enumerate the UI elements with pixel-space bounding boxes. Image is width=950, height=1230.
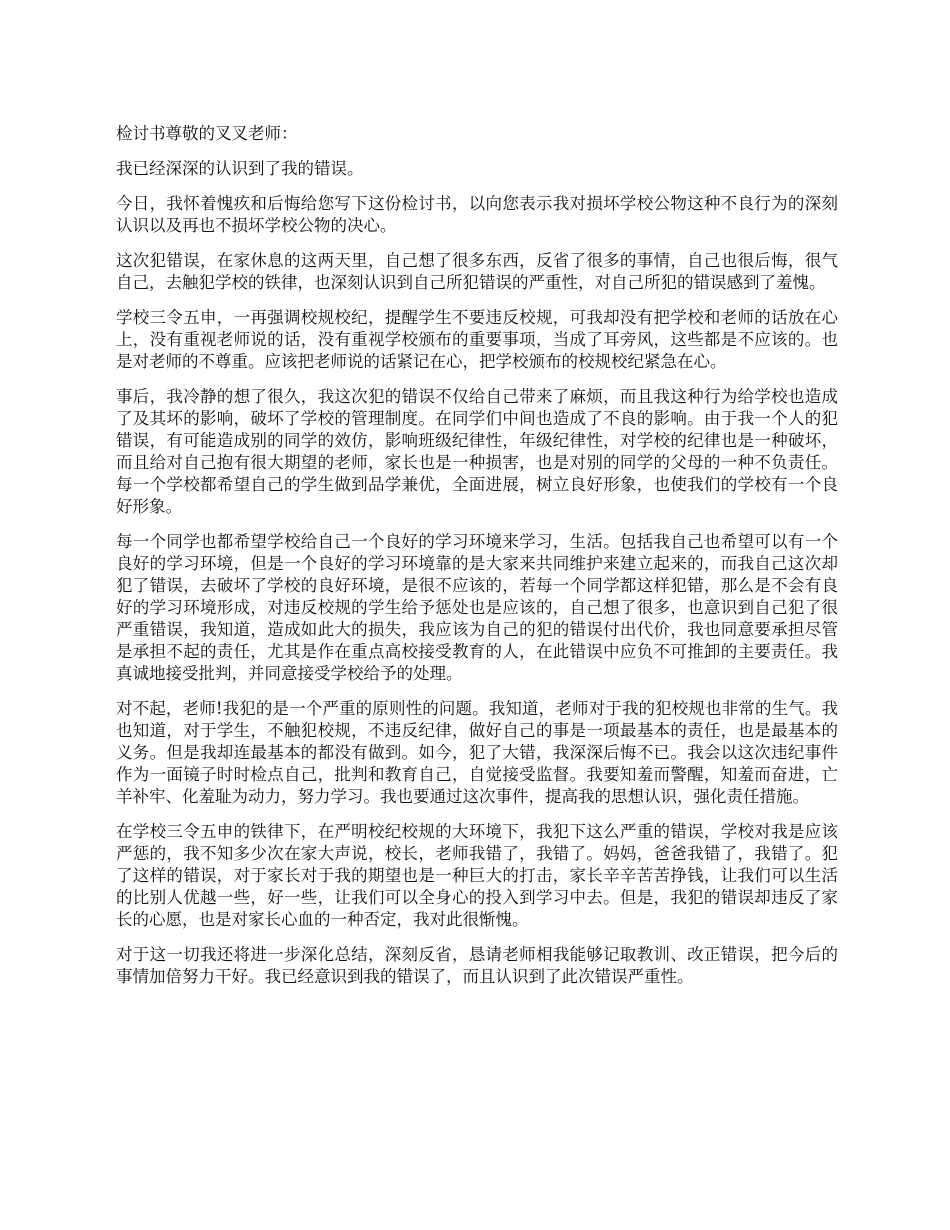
document-body <box>116 123 838 1001</box>
paragraph: 对不起，老师!我犯的是一个严重的原则性的问题。我知道，老师对于我的犯校规也非常的生气。我也知道，对于学生，不触犯校规，不违反纪律，做好自己的事是一项最基本的责任，也是最基本的义务。但是我却连最基本的都没有做到。如今，犯了大错，我深深后悔不已。我会以这次违纪事件作为一面镜子时时检点自己，批判和教育自己，自觉接受监督。我要知羞而警醒，知羞而奋进，亡羊补牢、化羞耻为动力，努力学习。我也要通过这次事件，提高我的思想认识，强化责任措施。 <box>116 699 838 806</box>
paragraph: 我已经深深的认识到了我的错误。 <box>116 159 364 178</box>
paragraph: 学校三令五申，一再强调校规校纪，提醒学生不要违反校规，可我却没有把学校和老师的话放在心上，没有重视老师说的话，没有重视学校颁布的重要事项，当成了耳旁风，这些都是不应该的。也是对老师的不尊重。应该把老师说的话紧记在心，把学校颁布的校规校纪紧急在心。 <box>116 308 838 371</box>
paragraph: 这次犯错误，在家休息的这两天里，自己想了很多东西，反省了很多的事情，自己也很后悔，很气自己，去触犯学校的铁律，也深刻认识到自己所犯错误的严重性，对自己所犯的错误感到了羞愧。 <box>116 251 838 292</box>
paragraph: 今日，我怀着愧疚和后悔给您写下这份检讨书，以向您表示我对损坏学校公物这种不良行为的深刻认识以及再也不损坏学校公物的决心。 <box>116 194 838 235</box>
paragraph: 在学校三令五申的铁律下，在严明校纪校规的大环境下，我犯下这么严重的错误，学校对我是应该严惩的，我不知多少次在家大声说，校长，老师我错了，我错了。妈妈，爸爸我错了，我错了。犯了这样的错误，对于家长对于我的期望也是一种巨大的打击，家长辛辛苦苦挣钱，让我们可以生活的比别人优越一些，好一些，让我们可以全身心的投入到学习中去。但是，我犯的错误却违反了家长的心愿，也是对家长心血的一种否定，我对此很惭愧。 <box>116 822 838 929</box>
paragraph: 事后，我冷静的想了很久，我这次犯的错误不仅给自己带来了麻烦，而且我这种行为给学校也造成了及其坏的影响，破坏了学校的管理制度。在同学们中间也造成了不良的影响。由于我一个人的犯错误，有可能造成别的同学的效仿，影响班级纪律性，年级纪律性，对学校的纪律也是一种破坏，而且给对自己抱有很大期望的老师，家长也是一种损害，也是对别的同学的父母的一种不负责任。每一个学校都希望自己的学生做到品学兼优，全面进展，树立良好形象，也使我们的学校有一个良好形象。 <box>116 387 838 516</box>
paragraph: 对于这一切我还将进一步深化总结，深刻反省，恳请老师相我能够记取教训、改正错误，把今后的事情加倍努力干好。我已经意识到我的错误了，而且认识到了此次错误严重性。 <box>116 945 838 986</box>
document-title: 检讨书尊敬的叉叉老师： <box>116 124 298 143</box>
paragraph: 每一个同学也都希望学校给自己一个良好的学习环境来学习，生活。包括我自己也希望可以有一个良好的学习环境，但是一个良好的学习环境靠的是大家来共同维护来建立起来的，而我自己这次却犯了错误，去破坏了学校的良好环境，是很不应该的，若每一个同学都这样犯错，那么是不会有良好的学习环境形成，对违反校规的学生给予惩处也是应该的，自己想了很多，也意识到自己犯了很严重错误，我知道，造成如此大的损失，我应该为自己的犯的错误付出代价，我也同意要承担尽管是承担不起的责任，尤其是作在重点高校接受教育的人，在此错误中应负不可推卸的主要责任。我真诚地接受批判，并同意接受学校给予的处理。 <box>116 532 838 683</box>
